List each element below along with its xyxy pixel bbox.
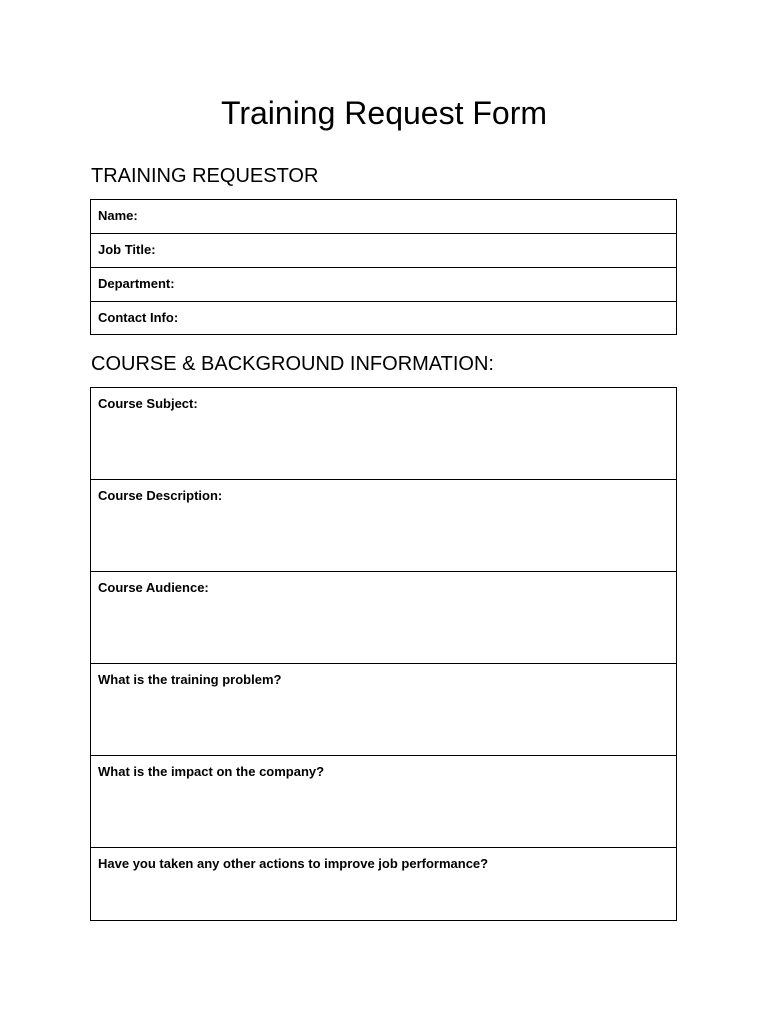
field-label-course-subject: Course Subject: xyxy=(98,396,198,411)
field-row-department[interactable] xyxy=(91,268,676,302)
section-heading-training-requestor: TRAINING REQUESTOR xyxy=(91,165,319,187)
field-row-name[interactable] xyxy=(91,200,676,234)
field-row-job-title[interactable] xyxy=(91,234,676,268)
section-heading-course-background: COURSE & BACKGROUND INFORMATION: xyxy=(91,353,494,375)
field-label-name: Name: xyxy=(98,208,138,223)
field-label-other-actions: Have you taken any other actions to improve job performance? xyxy=(98,856,489,871)
requestor-table xyxy=(90,199,677,335)
field-label-department: Department: xyxy=(98,276,175,291)
field-row-training-problem[interactable] xyxy=(91,664,676,756)
field-row-course-subject[interactable] xyxy=(91,388,676,480)
course-table xyxy=(90,387,677,921)
field-label-training-problem: What is the training problem? xyxy=(98,672,282,687)
field-label-course-description: Course Description: xyxy=(98,488,223,503)
field-row-contact-info[interactable] xyxy=(91,302,676,336)
field-label-company-impact: What is the impact on the company? xyxy=(98,764,325,779)
page-title: Training Request Form xyxy=(220,95,548,131)
field-row-course-description[interactable] xyxy=(91,480,676,572)
field-label-job-title: Job Title: xyxy=(98,242,156,257)
field-label-course-audience: Course Audience: xyxy=(98,580,209,595)
field-row-company-impact[interactable] xyxy=(91,756,676,848)
field-label-contact-info: Contact Info: xyxy=(98,310,179,325)
field-row-course-audience[interactable] xyxy=(91,572,676,664)
field-row-other-actions[interactable] xyxy=(91,848,676,920)
